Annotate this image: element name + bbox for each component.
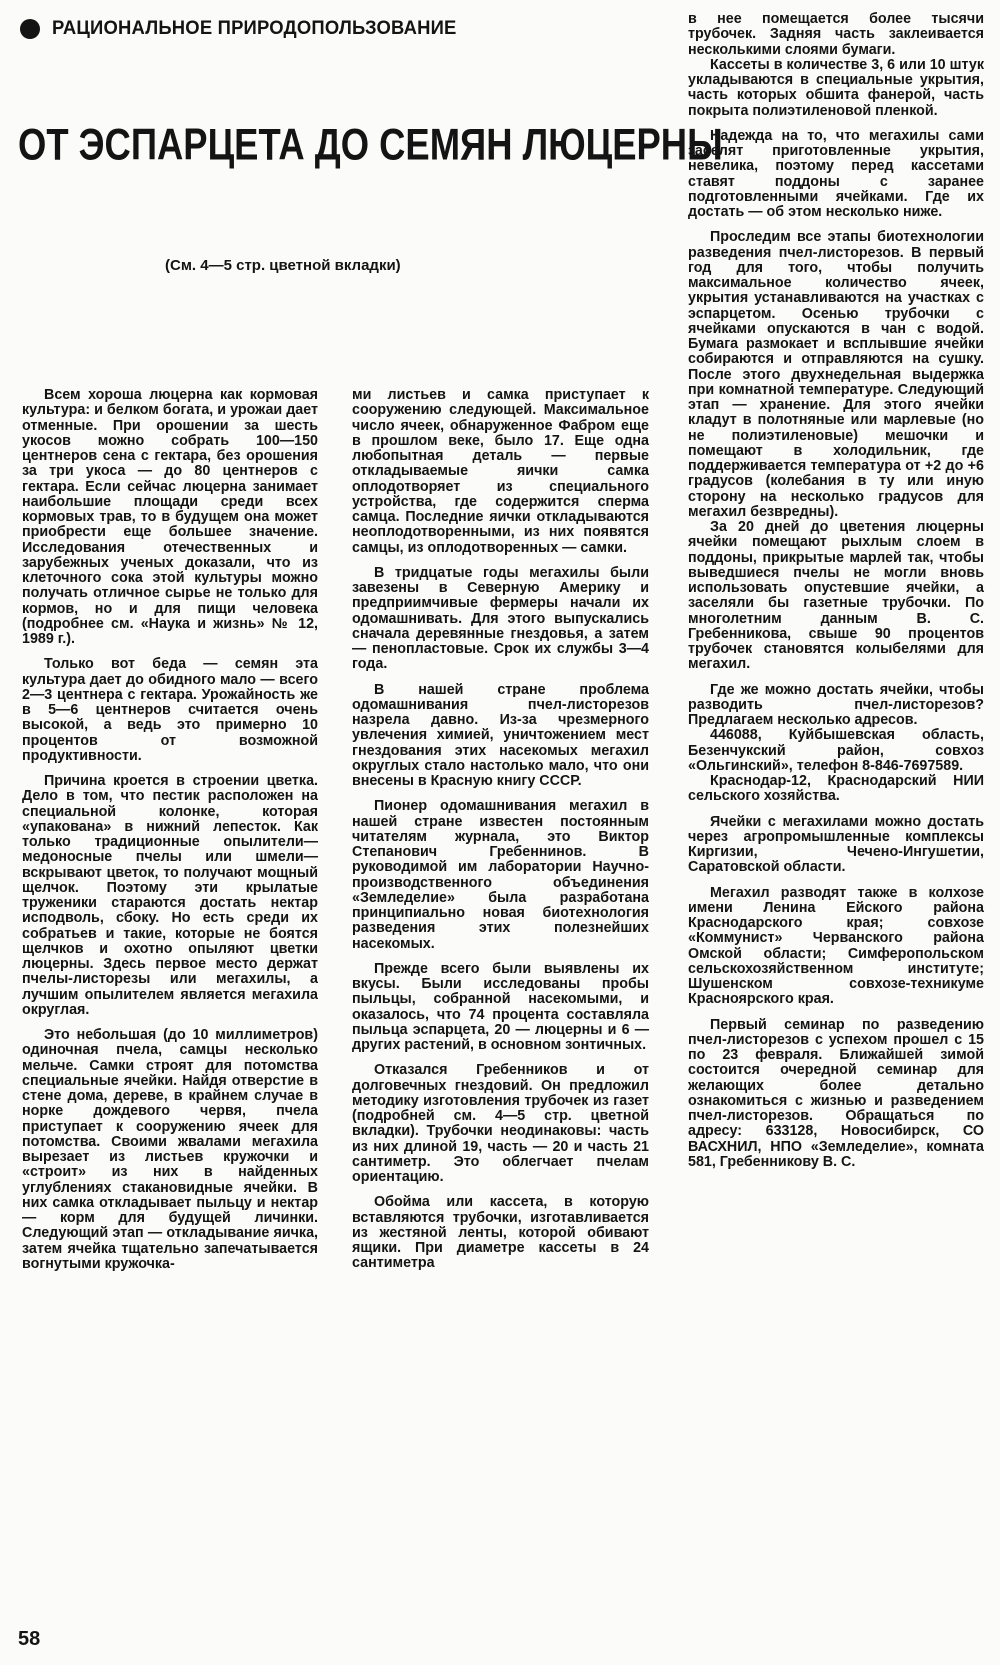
bullet-icon	[20, 19, 40, 39]
paragraph: ми листьев и самка приступает к сооружению следующей. Максимальное число ячеек, обнаруженное Фабром еще в прошлом веке, было 17. Еще одна любопытная деталь — первые откладываемые яички самка оплодотворяет из специального устройства, где содержится сперма самца. Последние яички откладываются неоплодотворенными, из них появятся самцы, из оплодотворенных — самки.	[352, 387, 649, 556]
paragraph: в нее помещается более тысячи трубочек. Задняя часть заклеивается несколькими слоями бумаги.	[688, 11, 984, 58]
paragraph: Отказался Гребенников и от долговечных гнездовий. Он предложил методику изготовления трубочек из газет (подробней см. 4—5 стр. цветной вкладки). Трубочки неодинаковы: часть из них длиной 19, часть — 20 и часть 21 сантиметр. Это облегчает пчелам ориентацию.	[352, 1062, 649, 1185]
rubric-title: РАЦИОНАЛЬНОЕ ПРИРОДОПОЛЬЗОВАНИЕ	[52, 18, 457, 39]
paragraph: Только вот беда — семян эта культура дает до обидного мало — всего 2—3 центнера с гектара. Урожайность же в 5—6 центнеров считается очень высокой, а ведь это примерно 10 процентов от возможной продуктивности.	[22, 656, 318, 764]
paragraph: За 20 дней до цветения люцерны ячейки помещают рыхлым слоем в поддоны, прикрытые марлей так, чтобы выведшиеся пчелы не могли вновь использовать опустевшие ячейки, а заселяли бы газетные трубочки. По многолетним данным В. С. Гребенникова, свыше 90 процентов трубочек становятся колыбелями для мегахил.	[688, 519, 984, 673]
address-entry: 446088, Куйбышевская область, Безенчукский район, совхоз «Ольгинский», телефон 8-846-7697589.	[688, 727, 984, 774]
address-entry: Краснодар-12, Краснодарский НИИ сельского хозяйства.	[688, 773, 984, 805]
paragraph: Это небольшая (до 10 миллиметров) одиночная пчела, самцы несколько мельче. Самки строят для потомства специальные ячейки. Найдя отверстие в стене дома, дереве, в крайнем случае в норке дождевого червя, пчела приступает к сооружению ячеек для потомства. Своими жвалами мегахила вырезает из листьев кружочки и «строит» из них в найденных углублениях стакановидные ячейки. В них самка откладывает пыльцу и нектар — корм для будущей личинки. Следующий этап — откладывание яичка, затем ячейка тщательно запечатывается вогнутыми кружочка-	[22, 1027, 318, 1272]
paragraph: Причина кроется в строении цветка. Дело в том, что пестик расположен на специальной колонке, которая «упакована» в нижний лепесток. Как только традиционные опылители—медоносные пчелы или шмели—вскрывают цветок, то получают мощный щелчок. Поэтому эти крылатые труженики стараются достать нектар исподволь, сбоку. Но есть среди их собратьев и такие, которые не боятся щелчков и охотно опыляют цветки люцерны. Здесь первое место держат пчелы-листорезы или мегахилы, а лучшим опылителем является мегахила округлая.	[22, 773, 318, 1018]
text-column-1	[22, 388, 318, 1272]
paragraph: Всем хороша люцерна как кормовая культура: и белком богата, и урожаи дает отменные. При орошении за шесть укосов можно собрать 100—150 центнеров сена с гектара, без орошения за три укоса — до 80 центнеров с гектара. Если сейчас люцерна занимает наибольшие площади среди всех кормовых трав, то в будущем она может приобрести еще большее значение. Исследования отечественных и зарубежных ученых доказали, что из клеточного сока этой культуры можно получать отличное сырье не только для кормов, но и для пищи человека (подробнее см. «Наука и жизнь» № 12, 1989 г.).	[22, 387, 318, 647]
page-number: 58	[18, 1628, 41, 1650]
paragraph: Кассеты в количестве 3, 6 или 10 штук укладываются в специальные укрытия, часть которых обшита фанерой, часть покрыта полиэтиленовой пленкой.	[688, 56, 984, 119]
paragraph: Ячейки с мегахилами можно достать через агропромышленные комплексы Киргизии, Чечено-Ингушетии, Саратовской области.	[688, 813, 984, 876]
text-column-2	[352, 388, 649, 1272]
paragraph: Обойма или кассета, в которую вставляются трубочки, изготавливается из жестяной ленты, которой обивают ящики. При диаметре кассеты в 24 сантиметра	[352, 1194, 649, 1272]
rubric-header	[20, 12, 640, 46]
paragraph: В тридцатые годы мегахилы были завезены в Северную Америку и предприимчивые фермеры начали их одомашнивать. Для этого выпускались сначала деревянные гнездовья, а затем — пенопластовые. Срок их службы 3—4 года.	[352, 564, 649, 673]
color-insert-reference: (См. 4—5 стр. цветной вкладки)	[165, 257, 401, 274]
paragraph: В нашей стране проблема одомашнивания пчел-листорезов назрела давно. Из-за чрезмерного увлечения химией, уничтожением мест гнездования этих насекомых мегахил округлых стало настолько мало, что они внесены в Красную книгу СССР.	[352, 681, 649, 789]
paragraph: Первый семинар по разведению пчел-листорезов с успехом прошел с 15 по 23 февраля. Ближайшей зимой состоится очередной семинар для желающих более детально ознакомиться с жизнью и разведением пчел-листорезов. Обращаться по адресу: 633128, Новосибирск, СО ВАСХНИЛ, НПО «Земледелие», комната 581, Гребенникову В. С.	[688, 1016, 984, 1170]
paragraph: Пионер одомашнивания мегахил в нашей стране известен постоянным читателям журнала, это Виктор Степанович Гребеннинов. В руководимой им лаборатории Научно-производственного объединения «Земледелие» была разработана принципиально новая биотехнология разведения этих полезнейших насекомых.	[352, 798, 649, 952]
paragraph: Надежда на то, что мегахилы сами заселят приготовленные укрытия, невелика, поэтому перед кассетами ставят поддоны с заранее подготовленными ячейками. Где их достать — об этом несколько ниже.	[688, 127, 984, 220]
paragraph: Где же можно достать ячейки, чтобы разводить пчел-листорезов? Предлагаем несколько адресов.	[688, 681, 984, 728]
paragraph: Проследим все этапы биотехнологии разведения пчел-листорезов. В первый год для того, чтобы получить максимальное количество ячеек, укрытия устанавливаются на участках с эспарцетом. Осенью трубочки с ячейками опускаются в чан с водой. Бумага размокает и всплывшие ячейки собираются и отправляются на сушку. После этого двухнедельная выдержка при комнатной температуре. Следующий этап — хранение. Для этого ячейки кладут в полотняные или марлевые (но не полиэтиленовые) мешочки и помещают в холодильник, где поддерживается температура от +2 до +6 градусов (колебания в ту или иную сторону на несколько градусов для мегахил безвредны).	[688, 229, 984, 520]
text-column-3	[688, 12, 984, 1170]
paragraph: Мегахил разводят также в колхозе имени Ленина Ейского района Краснодарского края; совхозе «Коммунист» Черванского района Омской области; Симферопольском сельскохозяйственном институте; Шушенском совхозе-техникуме Красноярского края.	[688, 884, 984, 1008]
paragraph: Прежде всего были выявлены их вкусы. Были исследованы пробы пыльцы, собранной насекомыми, и оказалось, что 74 процента составляла пыльца эспарцета, 20 — люцерны и 6 — других растений, в основном зонтичных.	[352, 960, 649, 1053]
article-title: ОТ ЭСПАРЦЕТА ДО СЕМЯН ЛЮЦЕРНЫ	[18, 120, 723, 170]
